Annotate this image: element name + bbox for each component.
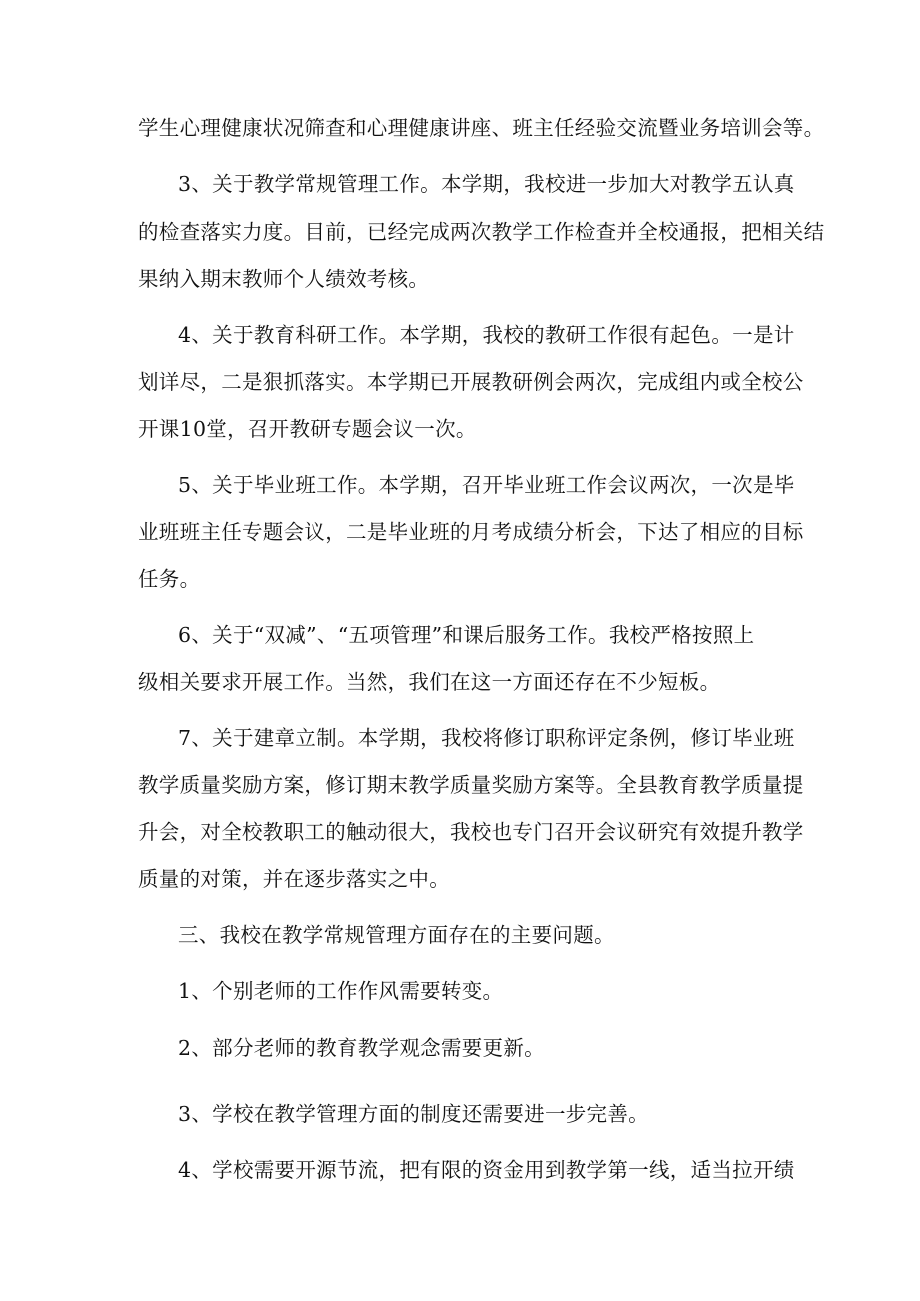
text-line-4: 果纳入期末教师个人绩效考核。 [138,267,430,291]
text-line-15: 升会，对全校教职工的触动很大，我校也专门召开会议研究有效提升教学 [138,820,804,844]
text-line-11: 6、关于“双减”、“五项管理”和课后服务工作。我校严格按照上 [178,623,755,647]
text-line-19: 2、部分老师的教育教学观念需要更新。 [178,1036,545,1060]
text-line-5: 4、关于教育科研工作。本学期，我校的教研工作很有起色。一是计 [178,323,795,347]
text-line-20: 3、学校在教学管理方面的制度还需要进一步完善。 [178,1102,649,1126]
text-line-12: 级相关要求开展工作。当然，我们在这一方面还存在不少短板。 [138,670,721,694]
text-line-14: 教学质量奖励方案，修订期末教学质量奖励方案等。全县教育教学质量提 [138,773,804,797]
text-line-9: 业班班主任专题会议，二是毕业班的月考成绩分析会，下达了相应的目标 [138,520,804,544]
text-line-2: 3、关于教学常规管理工作。本学期，我校进一步加大对教学五认真 [178,172,795,196]
text-line-8: 5、关于毕业班工作。本学期，召开毕业班工作会议两次，一次是毕 [178,473,795,497]
section-heading: 三、我校在教学常规管理方面存在的主要问题。 [178,923,615,947]
text-line-13: 7、关于建章立制。本学期，我校将修订职称评定条例，修订毕业班 [178,726,795,750]
text-line-10: 任务。 [138,567,201,591]
text-line-1: 学生心理健康状况筛查和心理健康讲座、班主任经验交流暨业务培训会等。 [138,116,825,140]
text-line-21: 4、学校需要开源节流，把有限的资金用到教学第一线，适当拉开绩 [178,1158,795,1182]
text-line-6: 划详尽，二是狠抓落实。本学期已开展教研例会两次，完成组内或全校公 [138,370,804,394]
text-line-16: 质量的对策，并在逐步落实之中。 [138,867,450,891]
text-line-3: 的检查落实力度。目前，已经完成两次教学工作检查并全校通报，把相关结 [138,220,825,244]
text-line-7: 开课10堂，召开教研专题会议一次。 [138,417,477,441]
text-line-18: 1、个别老师的工作作风需要转变。 [178,979,504,1003]
